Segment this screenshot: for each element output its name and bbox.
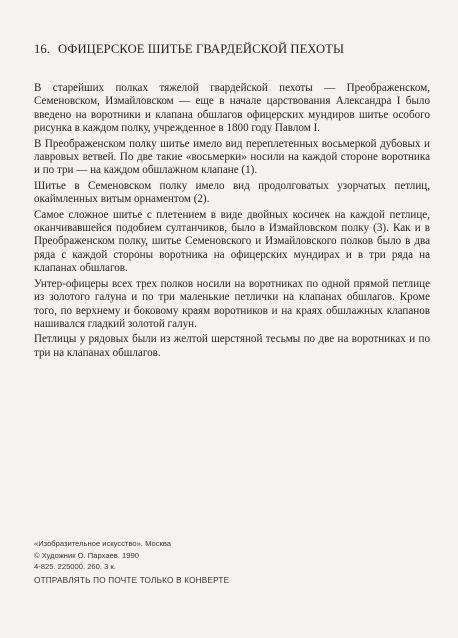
imprint-credits [34, 538, 434, 586]
body-text [34, 82, 430, 362]
paragraph-5: Унтер-офицеры всех трех полков носили на воротниках по одной прямой петлице из золотого галуна и по три маленькие петлички на клапанах обшлагов. Кроме того, по верхнему и боковому краям воротников и на краях обшлажных клапанов нашивался гладкий золотой галун. [34, 277, 430, 330]
page-heading [34, 42, 434, 57]
paragraph-3: Шитье в Семеновском полку имело вид продолговатых узорчатых петлиц, окаймленных витым орнаментом (2). [34, 179, 430, 206]
publisher-line: «Изобразительное искусство». Москва [34, 539, 172, 548]
print-info-line: 4-825. 225000. 260. 3 к. [34, 562, 116, 572]
heading-title: ОФИЦЕРСКОЕ ШИТЬЕ ГВАРДЕЙСКОЙ ПЕХОТЫ [58, 42, 345, 56]
heading-number: 16. [34, 42, 51, 56]
paragraph-2: В Преображенском полку шитье имело вид переплетенных восьмеркой дубовых и лавровых ветвей. По две такие «восьмерки» носили на каждой стороне воротника и по три — на каждом обшлажном клапане (1). [34, 137, 430, 177]
paragraph-1: В старейших полках тяжелой гвардейской пехоты — Преображенском, Семеновском, Измайловском — еще в начале царствования Александра I было введено на воротники и клапана обшлагов офицерских мундиров шитье особого рисунка в каждом полку, учрежденное в 1800 году Павлом I. [34, 82, 430, 135]
paragraph-4: Самое сложное шитье с плетением в виде двойных косичек на каждой петлице, оканчивавшейся подобием султанчиков, было в Измайловском полку (3). Как и в Преображенском полку, шитье Семеновского и Измайловского полков было в два ряда с каждой стороны воротника на офицерских мундирах и в три ряда на клапанах обшлагов. [34, 208, 430, 275]
artist-line: © Художник О. Пархаев. 1990 [34, 550, 139, 560]
mail-note: ОТПРАВЛЯТЬ ПО ПОЧТЕ ТОЛЬКО В КОНВЕРТЕ [34, 575, 230, 585]
paragraph-6: Петлицы у рядовых были из желтой шерстяной тесьмы по две на воротниках и по три на клапанах обшлагов. [34, 333, 430, 359]
